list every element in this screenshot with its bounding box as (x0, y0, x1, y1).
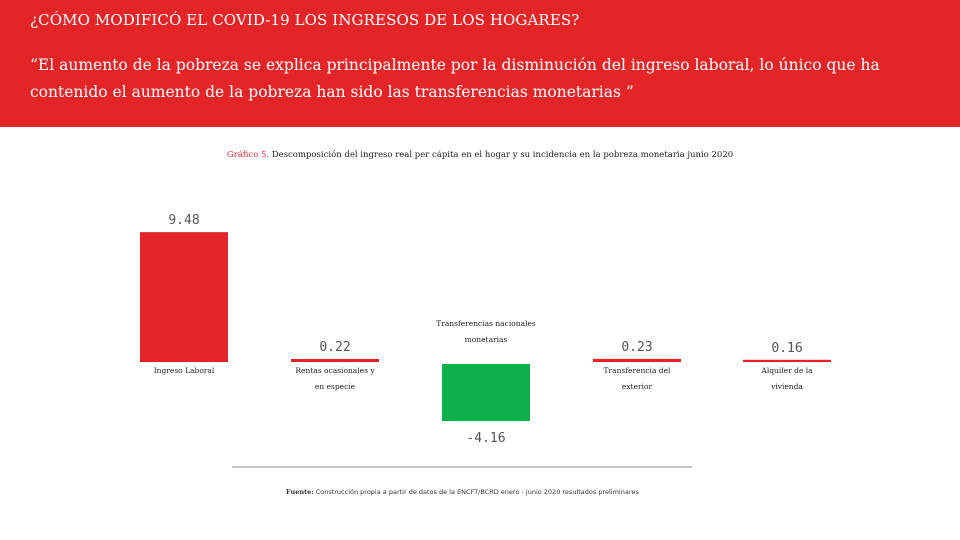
header-quote: “El aumento de la pobreza se explica principalmente por la disminución del ingreso laboral, lo único que ha contenido el aumento de la pobreza han sido las transferencias monetarias ” (30, 56, 880, 101)
data-label-5: 0.16 (771, 340, 803, 356)
bar-5 (743, 360, 831, 362)
bar-3 (442, 364, 530, 421)
bar-4 (593, 359, 681, 362)
chart-title-lead: Gráfico 5. (226, 150, 270, 160)
source-text: Construcción propia a partir de datos de la ENCFT/BCRD enero - junio 2020 resultados preliminares (313, 488, 639, 496)
category-label-3-line-1: Transferencias nacionales (436, 319, 536, 328)
source-note (286, 488, 706, 496)
category-label-1-line-1: Ingreso Laboral (153, 366, 215, 375)
category-label-3-line-2: monetarias (464, 335, 508, 344)
data-label-1: 9.48 (168, 213, 200, 229)
category-label-2-line-2: en especie (314, 382, 356, 391)
source-label: Fuente: (286, 488, 314, 496)
data-label-3: -4.16 (466, 430, 506, 446)
data-label-4: 0.23 (621, 339, 653, 355)
bar-2 (291, 359, 379, 362)
data-label-2: 0.22 (319, 339, 351, 355)
category-label-5-line-1: Alquiler de la (761, 366, 813, 375)
category-label-2-line-1: Rentas ocasionales y (295, 366, 375, 375)
chart-title-text: Descomposición del ingreso real per cápita en el hogar y su incidencia en la pobreza monetaria junio 2020 (269, 150, 734, 160)
page-title: ¿CÓMO MODIFICÓ EL COVID-19 LOS INGRESOS DE LOS HOGARES? (30, 11, 580, 29)
bar-1 (140, 232, 228, 362)
category-label-4-line-1: Transferencia del (603, 366, 671, 375)
category-label-4-line-2: exterior (621, 382, 653, 391)
category-label-5-line-2: vivienda (771, 382, 803, 391)
